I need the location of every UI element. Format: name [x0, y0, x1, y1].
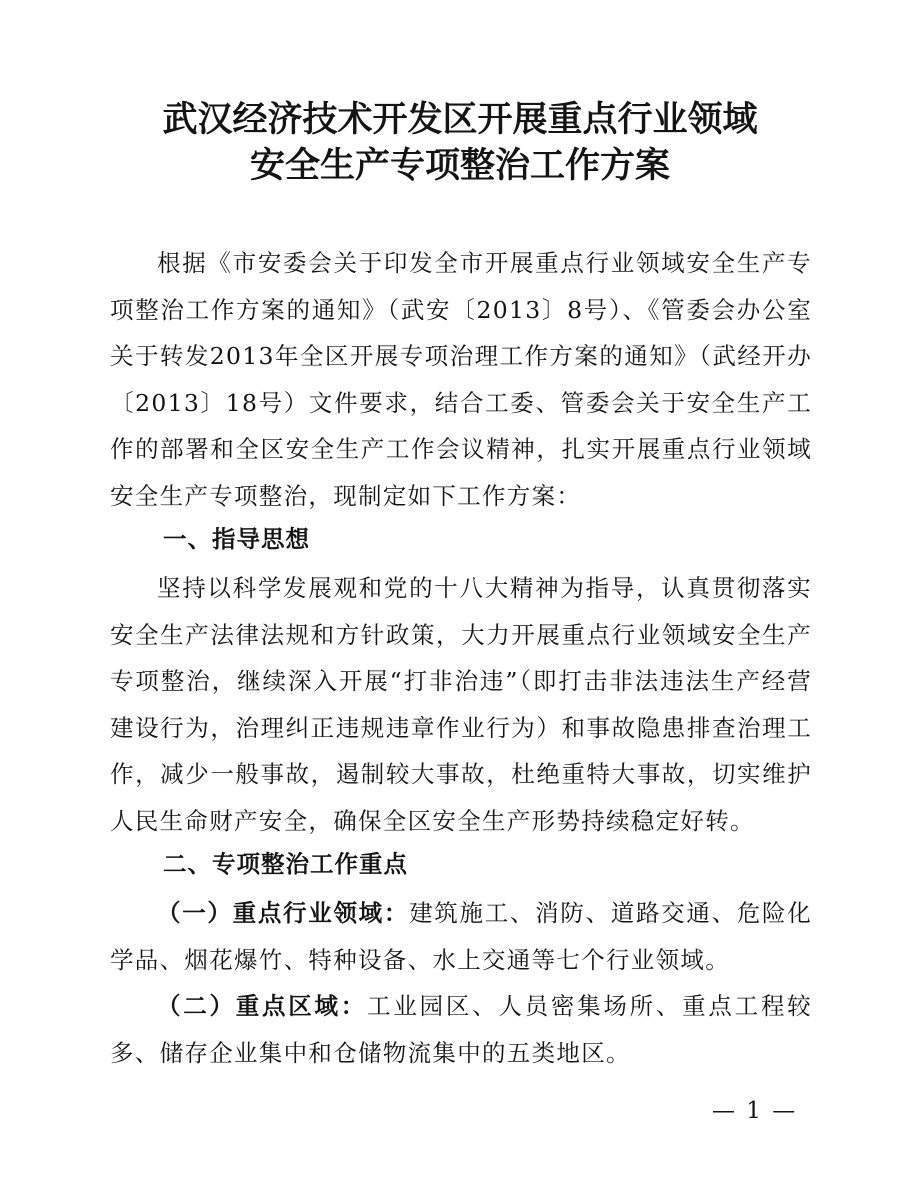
section-2-item-1 [110, 890, 812, 983]
section-1-paragraph [110, 565, 812, 844]
section-2-heading: 二、专项整治工作重点 [163, 850, 408, 878]
section-1-text: 坚持以科学发展观和党的十八大精神为指导，认真贯彻落实安全生产法律法规和方针政策，大力开展重点行业领域安全生产专项整治，继续深入开展“打非治违”（即打击非法违法生产经营建设行为，治理纠正违规违章作业行为）和事故隐患排查治理工作，减少一般事故，遏制较大事故，杜绝重特大事故，切实维护人民生命财产安全，确保全区安全生产形势持续稳定好转。 [110, 574, 812, 835]
section-1-heading: 一、指导思想 [163, 525, 310, 553]
document-title-line-1: 武汉经济技术开发区开展重点行业领域 [162, 100, 758, 140]
section-2-item-1-text: 建筑施工、消防、道路交通、危险化学品、烟花爆竹、特种设备、水上交通等七个行业领域。 [110, 899, 812, 974]
document-title-line-2: 安全生产专项整治工作方案 [249, 146, 670, 186]
section-2-item-1-label: （一）重点行业领域： [157, 899, 410, 927]
intro-text: 根据《市安委会关于印发全市开展重点行业领域安全生产专项整治工作方案的通知》（武安〔2013〕8号）、《管委会办公室关于转发2013年全区开展专项治理工作方案的通知》（武经开办〔2013〕18号）文件要求，结合工委、管委会关于安全生产工作的部署和全区安全生产工作会议精神，扎实开展重点行业领域安全生产专项整治，现制定如下工作方案： [110, 249, 812, 510]
intro-paragraph [110, 240, 812, 519]
section-2-item-2-text: 工业园区、人员密集场所、重点工程较多、储存企业集中和仓储物流集中的五类地区。 [110, 992, 812, 1067]
section-2-item-2-label: （二）重点区域： [157, 992, 368, 1020]
section-2-item-2 [110, 983, 812, 1076]
page-number: — 1 — [712, 1098, 798, 1124]
